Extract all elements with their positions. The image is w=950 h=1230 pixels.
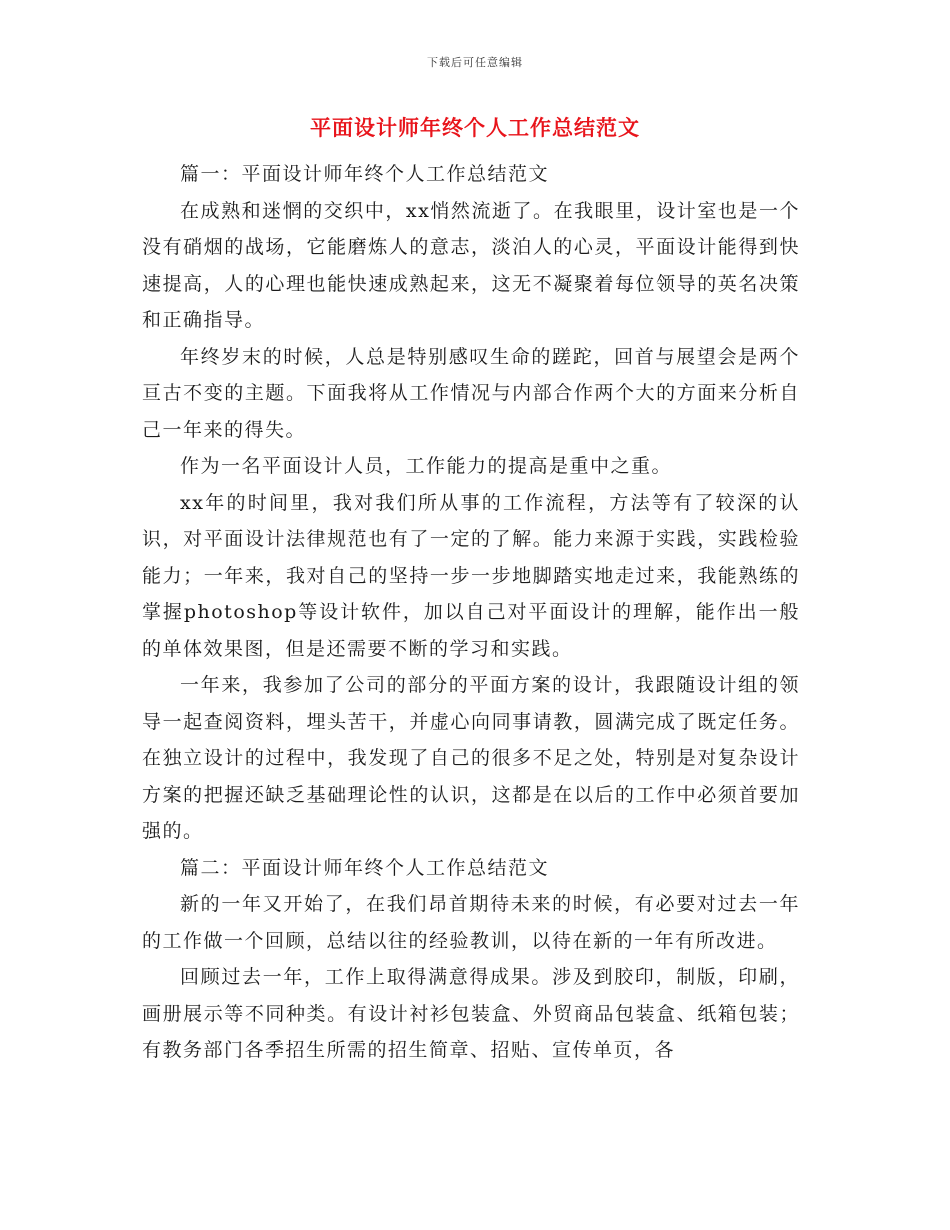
paragraph: 作为一名平面设计人员，工作能力的提高是重中之重。 <box>180 455 673 477</box>
page-header-note: 下载后可任意编辑 <box>427 56 523 69</box>
paragraph: 回顾过去一年，工作上取得满意得成果。涉及到胶印，制版，印刷，画册展示等不同种类。有设计衬衫包装盒、外贸商品包装盒、纸箱包装；有教务部门各季招生所需的招生简章、招贴、宣传单页，各 <box>142 966 800 1061</box>
paragraph: xx年的时间里，我对我们所从事的工作流程，方法等有了较深的认识，对平面设计法律规范也有了一定的了解。能力来源于实践，实践检验能力；一年来，我对自己的坚持一步一步地脚踏实地走过来，我能熟练的掌握photoshop等设计软件，加以自己对平面设计的理解，能作出一般的单体效果图，但是还需要不断的学习和实践。 <box>142 491 800 660</box>
document-body <box>142 156 800 1069</box>
section-heading-2: 篇二：平面设计师年终个人工作总结范文 <box>180 856 550 879</box>
section-heading-1: 篇一：平面设计师年终个人工作总结范文 <box>180 163 550 185</box>
paragraph: 年终岁末的时候，人总是特别感叹生命的蹉跎，回首与展望会是两个亘古不变的主题。下面我将从工作情况与内部合作两个大的方面来分析自己一年来的得失。 <box>142 345 800 441</box>
paragraph: 一年来，我参加了公司的部分的平面方案的设计，我跟随设计组的领导一起查阅资料，埋头苦干，并虚心向同事请教，圆满完成了既定任务。在独立设计的过程中，我发现了自己的很多不足之处，特别是对复杂设计方案的把握还缺乏基础理论性的认识，这都是在以后的工作中必须首要加强的。 <box>142 674 800 842</box>
paragraph: 新的一年又开始了，在我们昂首期待未来的时候，有必要对过去一年的工作做一个回顾，总结以往的经验教训，以待在新的一年有所改进。 <box>142 893 800 952</box>
document-title: 平面设计师年终个人工作总结范文 <box>310 116 640 140</box>
paragraph: 在成熟和迷惘的交织中，xx悄然流逝了。在我眼里，设计室也是一个没有硝烟的战场，它能磨炼人的意志，淡泊人的心灵，平面设计能得到快速提高，人的心理也能快速成熟起来，这无不凝聚着每位领导的英名决策和正确指导。 <box>142 199 800 331</box>
